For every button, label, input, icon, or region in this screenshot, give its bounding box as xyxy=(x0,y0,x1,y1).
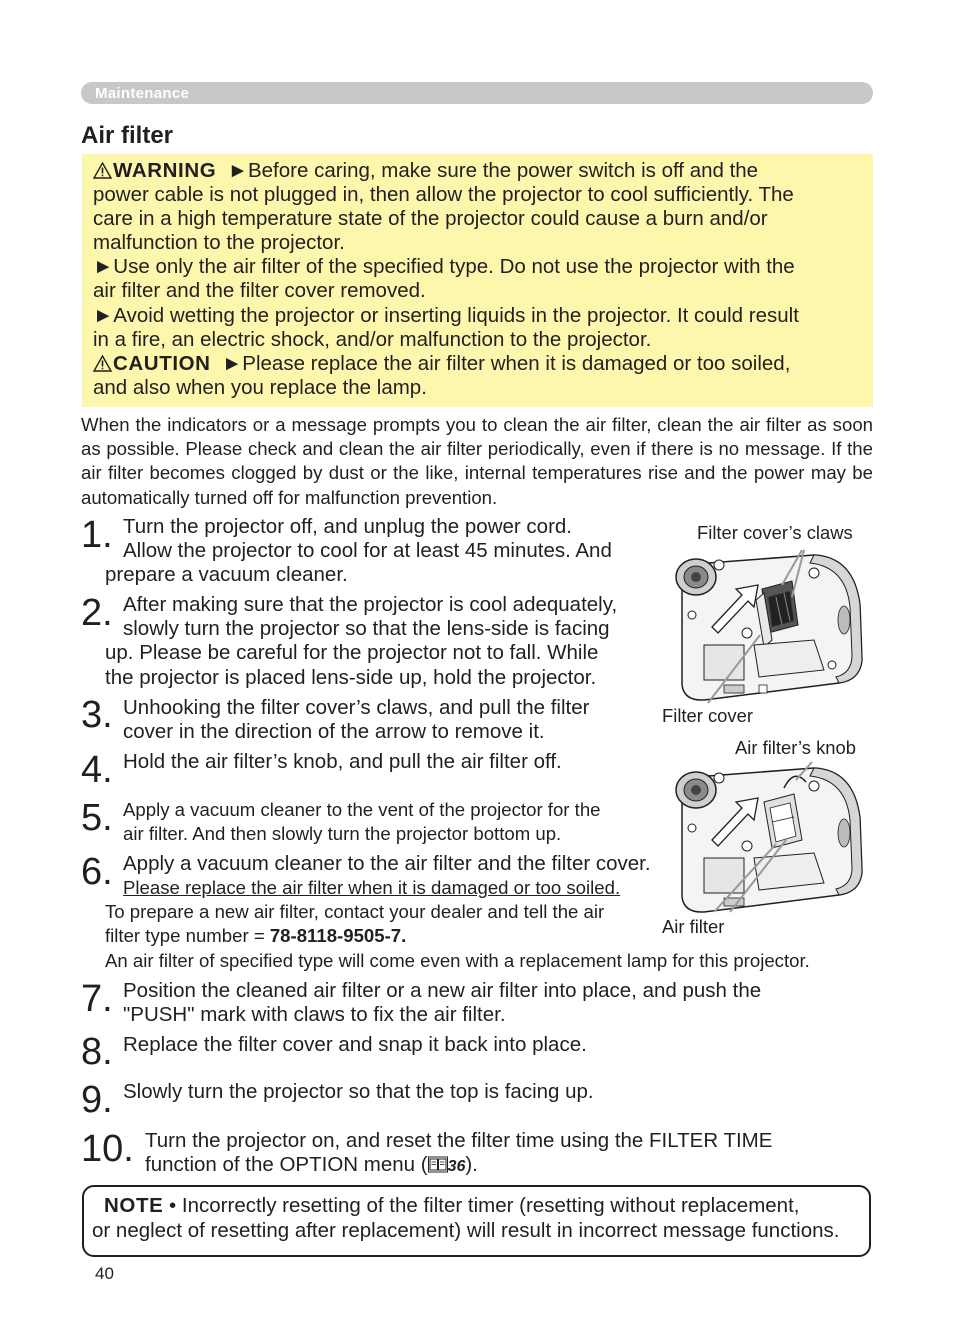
step-6-line: An air filter of specified type will come even with a replacement lamp for this projector. xyxy=(105,950,810,971)
warning-line: ►Before caring, make sure the power switch is off and the xyxy=(227,159,759,182)
section-bar xyxy=(81,82,873,104)
step-number: 6. xyxy=(81,851,113,893)
projector-filter-cover-illustration xyxy=(664,545,869,705)
step-number: 7. xyxy=(81,978,113,1020)
figure-label-cover: Filter cover xyxy=(662,705,753,726)
step-number: 9. xyxy=(81,1079,113,1121)
figure-label-knob: Air filter’s knob xyxy=(735,737,856,758)
step-7-line: "PUSH" mark with claws to fix the air filter. xyxy=(123,1003,506,1026)
page-reference[interactable]: 36 xyxy=(447,1158,466,1175)
step-6-line: To prepare a new air filter, contact your dealer and tell the air xyxy=(105,901,605,922)
warning-line: care in a high temperature state of the projector could cause a burn and/or xyxy=(93,207,768,231)
step-1-line: Turn the projector off, and unplug the power cord. xyxy=(123,515,572,538)
page-title: Air filter xyxy=(81,122,174,149)
section-label: Maintenance xyxy=(95,85,190,102)
step-6-line: Apply a vacuum cleaner to the air filter and the filter cover. xyxy=(123,852,651,875)
caution-line: ►Please replace the air filter when it is damaged or too soiled, xyxy=(222,351,791,375)
step-number: 3. xyxy=(81,694,113,736)
step-number: 10. xyxy=(81,1128,134,1170)
step-10-line: ). xyxy=(465,1153,478,1176)
warning-line: ►Use only the air filter of the specified type. Do not use the projector with the xyxy=(93,255,795,279)
page-number: 40 xyxy=(95,1264,114,1283)
caution-line: and also when you replace the lamp. xyxy=(93,375,427,399)
book-reference-icon xyxy=(428,1156,448,1173)
step-number: 1. xyxy=(81,514,113,556)
caution-triangle-icon xyxy=(93,355,112,372)
warning-triangle-icon xyxy=(93,162,112,179)
step-6-line: filter type number = xyxy=(105,925,270,946)
warning-tag: WARNING xyxy=(113,159,217,182)
step-5-line: air filter. And then slowly turn the projector bottom up. xyxy=(123,823,562,844)
note-line: or neglect of resetting after replacement) will result in incorrect message functions. xyxy=(92,1219,840,1242)
step-10-line: function of the OPTION menu ( xyxy=(145,1153,428,1176)
step-3-line: Unhooking the filter cover’s claws, and pull the filter xyxy=(123,696,590,719)
figure-label-claws: Filter cover’s claws xyxy=(697,522,853,543)
note-tag: NOTE xyxy=(104,1194,164,1217)
step-6-underlined-note: Please replace the air filter when it is damaged or too soiled. xyxy=(123,877,621,898)
step-1-line: Allow the projector to cool for at least 45 minutes. And xyxy=(123,539,612,562)
step-4-line: Hold the air filter’s knob, and pull the air filter off. xyxy=(123,750,562,773)
step-7-line: Position the cleaned air filter or a new air filter into place, and push the xyxy=(123,979,762,1002)
warning-line: power cable is not plugged in, then allow the projector to cool sufficiently. The xyxy=(93,183,794,207)
warning-box xyxy=(82,154,873,407)
figure-label-filter: Air filter xyxy=(662,916,725,937)
filter-part-number: 78-8118-9505-7. xyxy=(269,925,407,946)
step-number: 5. xyxy=(81,797,113,839)
step-number: 4. xyxy=(81,749,113,791)
step-1-line: prepare a vacuum cleaner. xyxy=(105,563,348,586)
warning-line: malfunction to the projector. xyxy=(93,231,345,255)
note-line: • Incorrectly resetting of the filter timer (resetting without replacement, xyxy=(163,1194,800,1217)
intro-paragraph: When the indicators or a message prompts you to clean the air filter, clean the air filter as soon as possible. Please check and clean the air filter periodically, even if there is no message. If the air filter becomes clogged by dust or the like, internal temperatures rise and the power may be automatically turned off for malfunction prevention. xyxy=(81,414,873,508)
warning-line: in a fire, an electric shock, and/or malfunction to the projector. xyxy=(93,327,652,351)
warning-line: air filter and the filter cover removed. xyxy=(93,279,426,303)
step-number: 2. xyxy=(81,592,113,634)
step-2-line: the projector is placed lens-side up, hold the projector. xyxy=(105,666,597,689)
projector-air-filter-illustration xyxy=(664,760,869,915)
step-8-line: Replace the filter cover and snap it back into place. xyxy=(123,1033,587,1056)
step-2-line: up. Please be careful for the projector not to fall. While xyxy=(105,641,599,664)
note-box xyxy=(82,1185,871,1257)
step-3-line: cover in the direction of the arrow to remove it. xyxy=(123,720,545,743)
step-2-line: slowly turn the projector so that the lens-side is facing xyxy=(123,617,610,640)
step-5-line: Apply a vacuum cleaner to the vent of the projector for the xyxy=(123,799,601,820)
step-10-line: Turn the projector on, and reset the filter time using the FILTER TIME xyxy=(145,1129,773,1152)
caution-tag: CAUTION xyxy=(113,351,211,375)
step-2-line: After making sure that the projector is cool adequately, xyxy=(123,593,618,616)
warning-line: ►Avoid wetting the projector or inserting liquids in the projector. It could result xyxy=(93,303,799,327)
step-number: 8. xyxy=(81,1031,113,1073)
step-9-line: Slowly turn the projector so that the top is facing up. xyxy=(123,1080,594,1103)
